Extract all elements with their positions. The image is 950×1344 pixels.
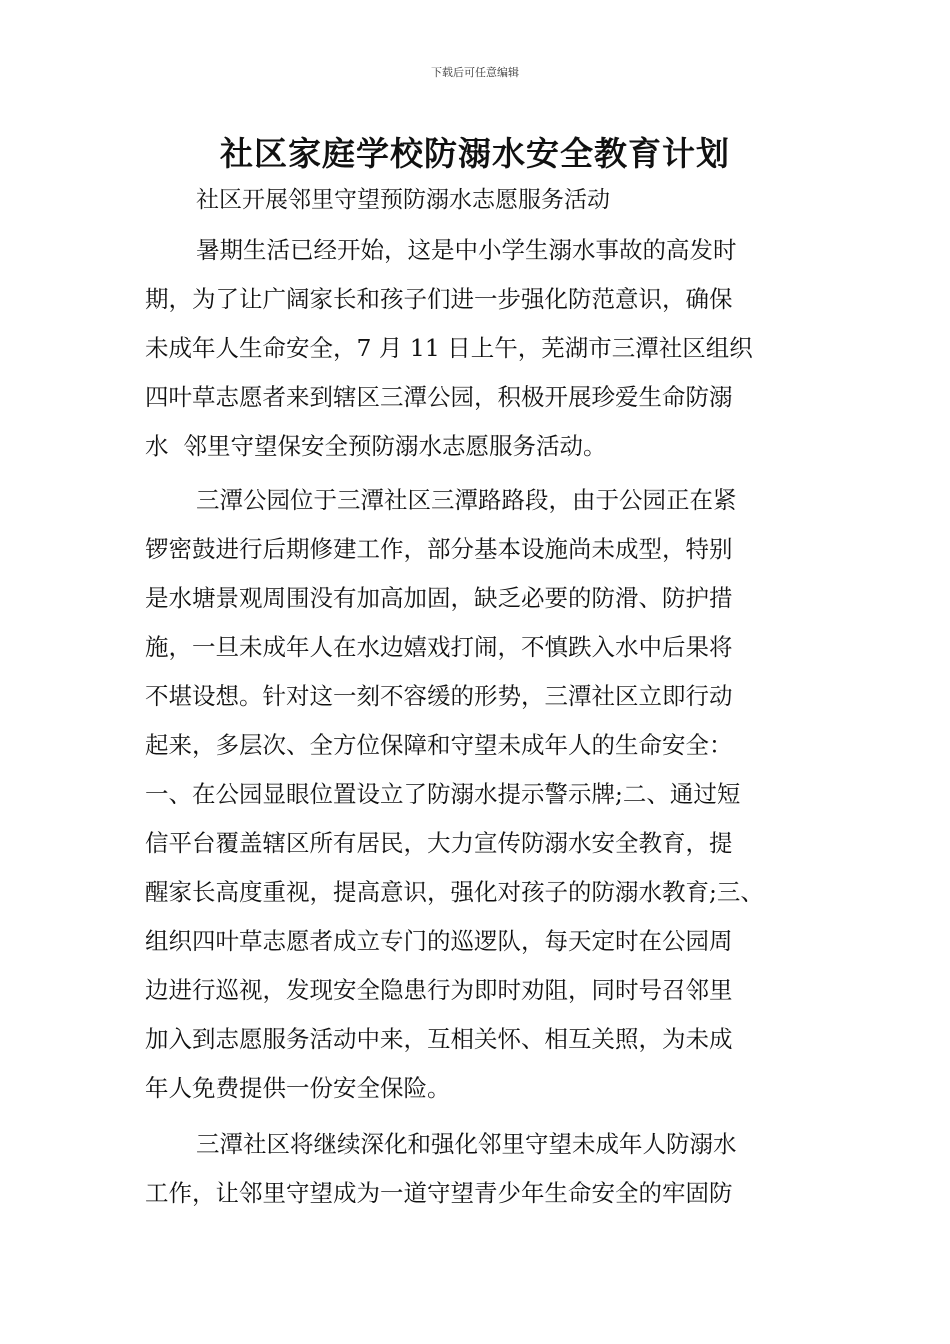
text-line: 施，一旦未成年人在水边嬉戏打闹，不慎跌入水中后果将	[145, 633, 733, 661]
text-line: 未成年人生命安全，7 月 11 日上午，芜湖市三潭社区组织	[145, 334, 753, 362]
text-line: 边进行巡视，发现安全隐患行为即时劝阻，同时号召邻里	[145, 976, 733, 1004]
text-line: 锣密鼓进行后期修建工作，部分基本设施尚未成型，特别	[145, 535, 733, 563]
text-line: 不堪设想。针对这一刻不容缓的形势，三潭社区立即行动	[145, 682, 733, 710]
text-line: 是水塘景观周围没有加高加固，缺乏必要的防滑、防护措	[145, 584, 733, 612]
text-line: 组织四叶草志愿者成立专门的巡逻队，每天定时在公园周	[145, 927, 733, 955]
text-line: 工作，让邻里守望成为一道守望青少年生命安全的牢固防	[145, 1179, 733, 1207]
text-line: 四叶草志愿者来到辖区三潭公园，积极开展珍爱生命防溺	[145, 383, 733, 411]
document-title: 社区家庭学校防溺水安全教育计划	[220, 134, 730, 173]
paragraph-1	[145, 226, 825, 471]
header-note: 下载后可任意编辑	[431, 66, 519, 79]
text-line: 暑期生活已经开始，这是中小学生溺水事故的高发时	[196, 236, 737, 264]
paragraph-3	[145, 1120, 825, 1218]
text-line: 加入到志愿服务活动中来，互相关怀、相互关照，为未成	[145, 1025, 733, 1053]
text-line: 期，为了让广阔家长和孩子们进一步强化防范意识，确保	[145, 285, 733, 313]
text-line: 醒家长高度重视，提高意识，强化对孩子的防溺水教育;三、	[145, 878, 764, 906]
text-line: 信平台覆盖辖区所有居民，大力宣传防溺水安全教育，提	[145, 829, 733, 857]
text-line: 水 邻里守望保安全预防溺水志愿服务活动。	[145, 432, 607, 460]
document-subtitle: 社区开展邻里守望预防溺水志愿服务活动	[196, 187, 610, 213]
text-line: 起来，多层次、全方位保障和守望未成年人的生命安全：	[145, 731, 733, 759]
text-line: 三潭社区将继续深化和强化邻里守望未成年人防溺水	[196, 1130, 737, 1158]
text-line: 三潭公园位于三潭社区三潭路路段，由于公园正在紧	[196, 486, 737, 514]
paragraph-2	[145, 476, 825, 1113]
text-line: 一、在公园显眼位置设立了防溺水提示警示牌;二、通过短	[145, 780, 741, 808]
text-line: 年人免费提供一份安全保险。	[145, 1074, 451, 1102]
